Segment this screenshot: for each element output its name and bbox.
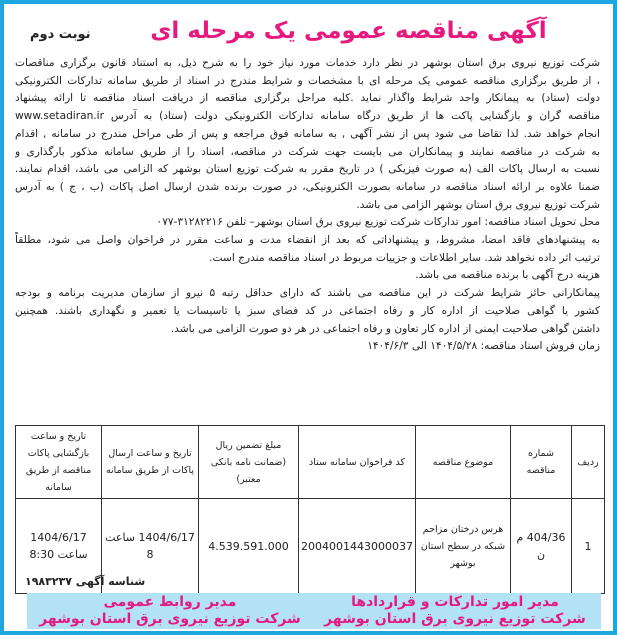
text-line: به شرکت در مناقصه نمایند و پیمانکاران می بایست جهت شرکت در مناقصه، اسناد را از طریق سامانه مذکور بارگذاری و	[15, 145, 600, 158]
paragraph	[15, 338, 600, 356]
text-line: مناقصه گران و بازگشایی پاکت ها از طریق درگاه سامانه تدارکات الکترونیکی دولت (ستاد) به آدرس www.setadiran.ir	[15, 110, 600, 123]
col-tender-number: شماره مناقصه	[511, 426, 572, 499]
cell-setad-code: 2004001443000037	[299, 499, 416, 594]
col-subject: موضوع مناقصه	[416, 426, 511, 499]
cell-row-number: 1	[572, 499, 605, 594]
paragraph	[15, 214, 600, 232]
text-line: شرکت توزیع نیروی برق استان بوشهر الزامی می باشد.	[356, 198, 600, 211]
col-guarantee: مبلغ تضمین ریال (ضمانت نامه بانکی معتبر)	[199, 426, 299, 499]
cell-opening-date: 1404/6/17 ساعت 8:30	[16, 499, 102, 594]
text-line: شرکت توزیع نیروی برق استان بوشهر در نظر دارد خدمات مورد نیاز خود را به شرح ذیل، به استناد قانون برگزاری مناقصات	[15, 57, 600, 69]
notice-title: آگهی مناقصه عمومی یک مرحله ای	[150, 18, 547, 44]
text-line: داشتن گواهی صلاحیت ایمنی از اداره کار تعاون و رفاه اجتماعی در هر دو صورت الزامی می باشد.	[170, 322, 600, 335]
tender-table	[15, 425, 605, 594]
table-header-row	[16, 426, 605, 499]
col-submit-date: تاریخ و ساعت ارسال پاکات از طریق سامانه	[102, 426, 199, 499]
text-line: کشور یا گواهی صلاحیت از اداره کار و رفاه اجتماعی در کد فضای سبز یا تاسیسات یا تعمیر و نگهداری باشند. همچنین	[15, 304, 600, 317]
col-setad-code: کد فراخوان سامانه ستاد	[299, 426, 416, 499]
text-line: محل تحویل اسناد مناقصه: امور تدارکات شرکت توزیع نیروی برق استان بوشهر– تلفن ۳۱۲۸۲۲۱۶-۰۷۷	[156, 216, 600, 229]
cell-guarantee: 4.539.591.000	[199, 499, 299, 594]
signature-procurement	[315, 594, 595, 628]
paragraph	[15, 232, 600, 267]
text-line: ضمنا علاوه بر ارائه اسناد مناقصه در سامانه بصورت الکترونیکی، در صورت برنده شدن ارسال اصل پاکات (ب ، ج ) به آدرس	[15, 180, 600, 193]
text-line: نسبت به ارسال پاکات الف (به صورت فیزیکی ) در تاریخ مقرر به شرکت توزیع استان بوشهر که الزامی می باشد، اقدام نمایند.	[15, 163, 600, 176]
signature-public-relations	[35, 594, 305, 628]
paragraph	[15, 267, 600, 285]
cell-submit-date: 1404/6/17 ساعت 8	[102, 499, 199, 594]
text-line: پیمانکارانی حائز شرایط شرکت در این مناقصه می باشند که دارای حداقل رتبه ۵ نیرو از سازمان مدیریت برنامه و بودجه	[15, 287, 600, 300]
text-line: به پیشنهادهای فاقد امضا، مشروط، و پیشنهاداتی که بعد از انقضاء مدت و ساعت مقرر در فراخوان واصل می شود، مطلقاً	[15, 234, 600, 247]
publication-round: نوبت دوم	[30, 27, 91, 42]
text-line: زمان فروش اسناد مناقصه: ۱۴۰۴/۵/۲۸ الی ۱۴۰۴/۶/۳	[367, 340, 600, 353]
signature-company: شرکت توزیع نیروی برق استان بوشهر	[324, 611, 586, 627]
signature-company: شرکت توزیع نیروی برق استان بوشهر	[39, 611, 301, 627]
text-line: هزینه درج آگهی با برنده مناقصه می باشد.	[415, 269, 600, 282]
notice-body	[15, 55, 600, 356]
text-line: دولت (ستاد) به پیمانکار واجد شرایط واگذار نماید .کلیه مراحل برگزاری مناقصه از دریافت اسناد مناقصه تا ارائه پیشنهاد	[15, 92, 600, 105]
text-line: ، از طریق برگزاری مناقصه عمومی یک مرحله ای با مشخصات و شرایط مندرج در اسناد از طریق سامانه تدارکات الکترونیکی	[15, 74, 600, 87]
col-opening-date: تاریخ و ساعت بازگشایی پاکات مناقصه از طریق سامانه	[16, 426, 102, 499]
text-line: ترتیب اثر داده نخواهد شد. سایر اطلاعات و جزییات مربوط در اسناد مناقصه مندرج است.	[209, 251, 600, 264]
signature-title: مدیر امور تدارکات و قراردادها	[351, 594, 559, 610]
paragraph	[15, 55, 600, 214]
paragraph	[15, 285, 600, 338]
signature-title: مدیر روابط عمومی	[103, 594, 237, 610]
text-line: انجام خواهد شد. لذا تقاضا می شود پس از نشر آگهی , به سامانه فوق مراجعه و پس از طی مراحل مندرج در سامانه , اقدام	[15, 127, 600, 140]
ad-id: شناسه آگهی ۱۹۸۳۲۳۷	[25, 575, 146, 588]
cell-tender-number: 404/36 م ن	[511, 499, 572, 594]
cell-subject: هرس درختان مزاحم شبکه در سطح استان بوشهر	[416, 499, 511, 594]
col-row-number: ردیف	[572, 426, 605, 499]
